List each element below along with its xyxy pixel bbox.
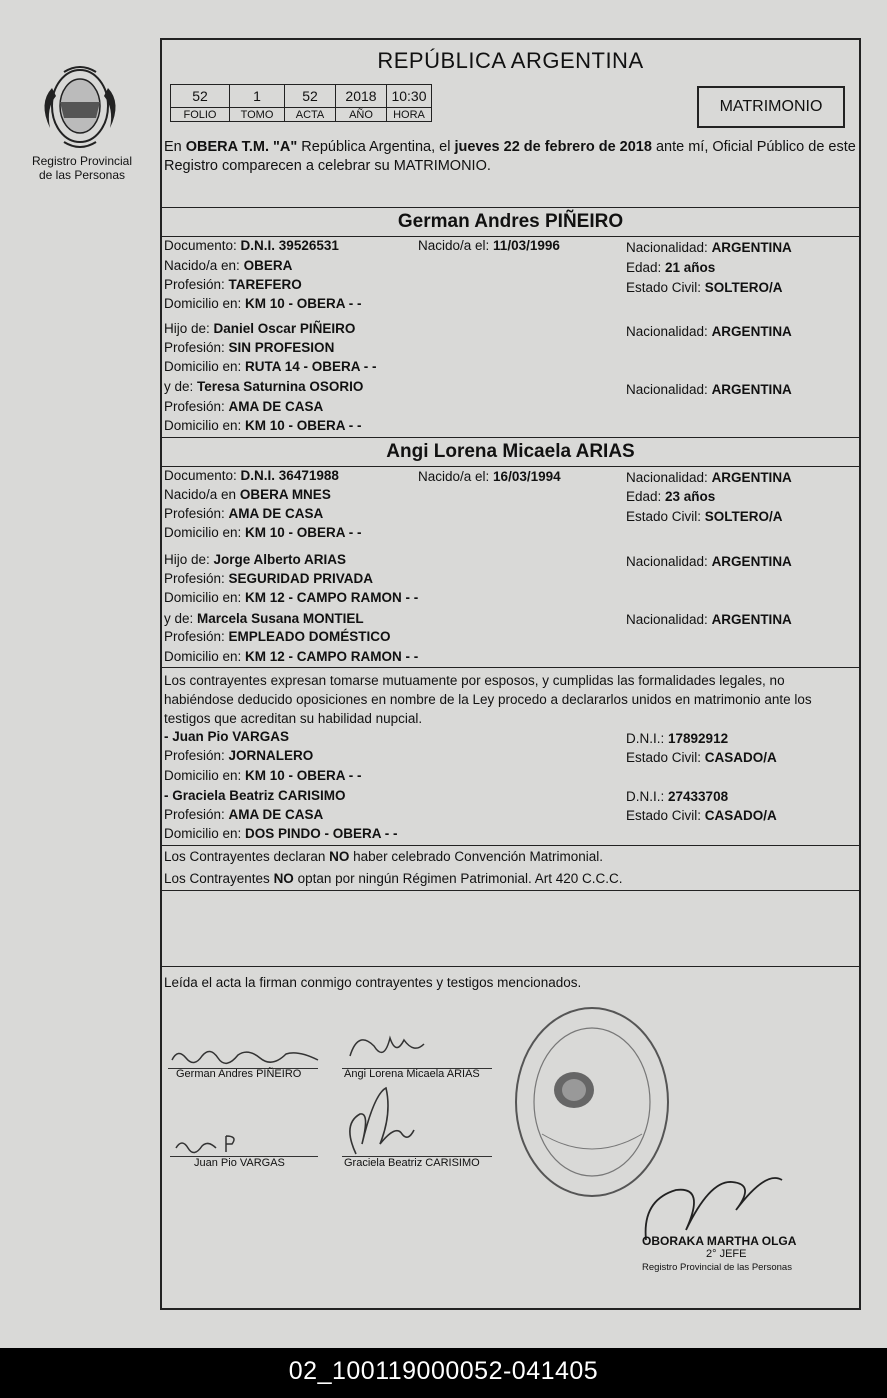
intro-text-3: ante mí, Oficial Público de este Registro comparecen a celebrar su MATRIMONIO. — [164, 139, 856, 174]
tomo-value: 1 — [230, 85, 285, 108]
regime-line-1 — [164, 849, 603, 864]
label: Hijo de: — [164, 552, 214, 567]
acta-value: 52 — [285, 85, 336, 108]
spouse1-profession — [164, 277, 302, 292]
label: Profesión: — [164, 340, 229, 355]
value: OBERA — [243, 258, 293, 273]
label: Nacido/a el: — [418, 238, 494, 253]
label: Documento: — [164, 468, 241, 483]
value: ARGENTINA — [711, 324, 792, 339]
spouse1-birthplace — [164, 258, 292, 273]
spouse1-name: German Andres PIÑEIRO — [397, 211, 624, 232]
label: Hijo de: — [164, 321, 214, 336]
spouse2-mother-nationality — [626, 612, 792, 627]
signature-scribble-3 — [172, 1130, 252, 1156]
value: AMA DE CASA — [228, 399, 324, 414]
witness1-profession — [164, 748, 313, 763]
label: Edad: — [626, 260, 666, 275]
label: Profesión: — [164, 399, 229, 414]
intro-place: OBERA T.M. "A" — [185, 139, 298, 155]
spouse1-mother-profession — [164, 399, 323, 414]
spouse2-father — [164, 552, 346, 567]
value: KM 10 - OBERA - - — [245, 296, 362, 311]
scan-footer-code: 02_100119000052-041405 — [0, 1348, 887, 1398]
value: AMA DE CASA — [228, 807, 324, 822]
document-title: REPÚBLICA ARGENTINA — [377, 48, 644, 73]
spouse1-birthdate — [418, 238, 560, 253]
declaration-text: Los contrayentes expresan tomarse mutuamente por esposos, y cumplidas las formalidades legales, no habiéndose deducido oposiciones en nombre de la Ley procedo a declararlos unidos en matrimonio ante los testigos que acreditan su habilidad nupcial. — [164, 673, 812, 726]
spouse1-mother-nationality — [626, 382, 792, 397]
emphasis: NO — [329, 849, 350, 864]
anio-value: 2018 — [336, 85, 387, 108]
intro-date: jueves 22 de febrero de 2018 — [454, 139, 652, 155]
label: Domicilio en: — [164, 590, 246, 605]
value: Teresa Saturnina OSORIO — [197, 379, 364, 394]
text: Los Contrayentes declaran — [164, 849, 330, 864]
spouse2-father-address — [164, 590, 418, 605]
spouse1-father-profession — [164, 340, 334, 355]
value: 17892912 — [668, 731, 729, 746]
text: Los Contrayentes — [164, 871, 274, 886]
signature-scribble-2 — [344, 1026, 434, 1066]
intro-paragraph — [164, 138, 858, 176]
intro-text-2: República Argentina, el — [297, 139, 455, 155]
value: CASADO/A — [704, 750, 777, 765]
spouse2-birthplace — [164, 487, 331, 502]
value: SEGURIDAD PRIVADA — [228, 571, 374, 586]
divider — [160, 437, 861, 438]
value: RUTA 14 - OBERA - - — [245, 359, 377, 374]
value: Jorge Alberto ARIAS — [213, 552, 347, 567]
label: Domicilio en: — [164, 296, 246, 311]
value: 21 años — [665, 260, 716, 275]
label: Domicilio en: — [164, 649, 246, 664]
divider — [160, 890, 861, 891]
value: ARGENTINA — [711, 612, 792, 627]
spouse2-document — [164, 468, 339, 483]
value: SIN PROFESION — [228, 340, 335, 355]
value: KM 12 - CAMPO RAMON - - — [245, 649, 419, 664]
value: D.N.I. 36471988 — [240, 468, 339, 483]
label: Edad: — [626, 489, 666, 504]
spouse2-address — [164, 525, 362, 540]
anio-label: AÑO — [336, 108, 387, 122]
spouse2-age — [626, 489, 715, 504]
signature-label-spouse2: Angi Lorena Micaela ARIAS — [344, 1068, 480, 1080]
label: Profesión: — [164, 571, 229, 586]
tomo-label: TOMO — [230, 108, 285, 122]
spouse1-father-nationality — [626, 324, 792, 339]
label: Estado Civil: — [626, 509, 705, 524]
intro-text-1: En — [164, 139, 186, 155]
folio-value: 52 — [171, 85, 230, 108]
value: DOS PINDO - OBERA - - — [245, 826, 398, 841]
signature-label-witness2: Graciela Beatriz CARISIMO — [344, 1157, 480, 1169]
value: KM 10 - OBERA - - — [245, 418, 362, 433]
label: Domicilio en: — [164, 418, 246, 433]
spouse2-name: Angi Lorena Micaela ARIAS — [386, 441, 635, 462]
hora-value: 10:30 — [387, 85, 432, 108]
spouse1-father — [164, 321, 355, 336]
witness1-name — [164, 729, 289, 744]
spouse2-mother — [164, 611, 364, 626]
label: Profesión: — [164, 807, 229, 822]
spouse2-father-nationality — [626, 554, 792, 569]
value: SOLTERO/A — [704, 280, 783, 295]
label: Nacionalidad: — [626, 382, 712, 397]
label: Domicilio en: — [164, 826, 246, 841]
witness2-dni — [626, 789, 728, 804]
signature-label-spouse1: German Andres PIÑEIRO — [176, 1068, 302, 1080]
label: Estado Civil: — [626, 808, 705, 823]
divider — [160, 667, 861, 668]
record-type-box: MATRIMONIO — [697, 86, 845, 128]
value: JORNALERO — [228, 748, 314, 763]
value: CASADO/A — [704, 808, 777, 823]
value: ARGENTINA — [711, 470, 792, 485]
label: Profesión: — [164, 629, 229, 644]
signature-label-witness1: Juan Pio VARGAS — [194, 1157, 285, 1169]
witness1-dni — [626, 731, 728, 746]
label: Nacido/a en: — [164, 258, 244, 273]
label: Nacionalidad: — [626, 554, 712, 569]
value: ARGENTINA — [711, 382, 792, 397]
value: ARGENTINA — [711, 240, 792, 255]
label: Domicilio en: — [164, 525, 246, 540]
spouse2-mother-address — [164, 649, 418, 664]
label: Nacido/a el: — [418, 469, 494, 484]
value: - Juan Pio VARGAS — [164, 729, 290, 744]
divider — [160, 845, 861, 846]
text: haber celebrado Convención Matrimonial. — [349, 849, 603, 864]
label: y de: — [164, 611, 198, 626]
spouse1-age — [626, 260, 715, 275]
label: Documento: — [164, 238, 241, 253]
value: 23 años — [665, 489, 716, 504]
spouse2-profession — [164, 506, 323, 521]
closing-text: Leída el acta la firman conmigo contrayentes y testigos mencionados. — [164, 975, 582, 990]
label: D.N.I.: — [626, 789, 669, 804]
value: 27433708 — [668, 789, 729, 804]
official-title: 2° JEFE — [706, 1248, 747, 1260]
witness2-civil-status — [626, 808, 777, 823]
text: optan por ningún Régimen Patrimonial. Art 420 C.C.C. — [293, 871, 623, 886]
label: Nacionalidad: — [626, 240, 712, 255]
witness1-civil-status — [626, 750, 777, 765]
hora-label: HORA — [387, 108, 432, 122]
label: D.N.I.: — [626, 731, 669, 746]
regime-line-2 — [164, 871, 623, 886]
label: Nacido/a en — [164, 487, 240, 502]
value: Marcela Susana MONTIEL — [197, 611, 364, 626]
provincial-coat-of-arms — [28, 58, 132, 158]
label: Estado Civil: — [626, 280, 705, 295]
label: Nacionalidad: — [626, 470, 712, 485]
spouse1-nationality — [626, 240, 792, 255]
label: Nacionalidad: — [626, 612, 712, 627]
registry-label — [14, 154, 150, 182]
emphasis: NO — [273, 871, 294, 886]
value: AMA DE CASA — [228, 506, 324, 521]
folio-label: FOLIO — [171, 108, 230, 122]
value: KM 12 - CAMPO RAMON - - — [245, 590, 419, 605]
registry-label-line1: Registro Provincial — [31, 154, 133, 168]
witness2-name — [164, 788, 346, 803]
label: Profesión: — [164, 748, 229, 763]
official-organization: Registro Provincial de las Personas — [642, 1262, 792, 1273]
value: Daniel Oscar PIÑEIRO — [213, 321, 356, 336]
spouse2-father-profession — [164, 571, 373, 586]
acta-label: ACTA — [285, 108, 336, 122]
signature-scribble-1 — [168, 1040, 328, 1070]
value: SOLTERO/A — [704, 509, 783, 524]
spouse2-civil-status — [626, 509, 783, 524]
label: Domicilio en: — [164, 359, 246, 374]
value: 11/03/1996 — [493, 238, 560, 253]
value: KM 10 - OBERA - - — [245, 525, 362, 540]
value: KM 10 - OBERA - - — [245, 768, 362, 783]
value: 16/03/1994 — [493, 469, 561, 484]
spouse2-nationality — [626, 470, 792, 485]
value: ARGENTINA — [711, 554, 792, 569]
value: OBERA MNES — [239, 487, 331, 502]
witness2-profession — [164, 807, 323, 822]
spouse1-civil-status — [626, 280, 783, 295]
spouse1-mother-address — [164, 418, 362, 433]
spouse2-mother-profession — [164, 629, 391, 644]
label: Domicilio en: — [164, 768, 246, 783]
official-name: OBORAKA MARTHA OLGA — [642, 1234, 797, 1248]
value: - Graciela Beatriz CARISIMO — [164, 788, 346, 803]
spouse1-address — [164, 296, 362, 311]
label: y de: — [164, 379, 198, 394]
divider — [160, 466, 861, 467]
label: Profesión: — [164, 277, 229, 292]
spouse2-birthdate — [418, 469, 561, 484]
record-id-table — [170, 84, 432, 122]
signature-scribble-4 — [340, 1084, 420, 1164]
label: Nacionalidad: — [626, 324, 712, 339]
label: Profesión: — [164, 506, 229, 521]
spouse1-father-address — [164, 359, 377, 374]
divider — [160, 236, 861, 237]
witness2-address — [164, 826, 398, 841]
value: EMPLEADO DOMÉSTICO — [228, 629, 391, 644]
value: TAREFERO — [228, 277, 302, 292]
registry-label-line2: de las Personas — [38, 168, 126, 182]
label: Estado Civil: — [626, 750, 705, 765]
spouse1-document — [164, 238, 339, 253]
divider — [160, 966, 861, 967]
spouse1-mother — [164, 379, 363, 394]
value: D.N.I. 39526531 — [240, 238, 339, 253]
witness1-address — [164, 768, 362, 783]
divider — [160, 207, 861, 208]
